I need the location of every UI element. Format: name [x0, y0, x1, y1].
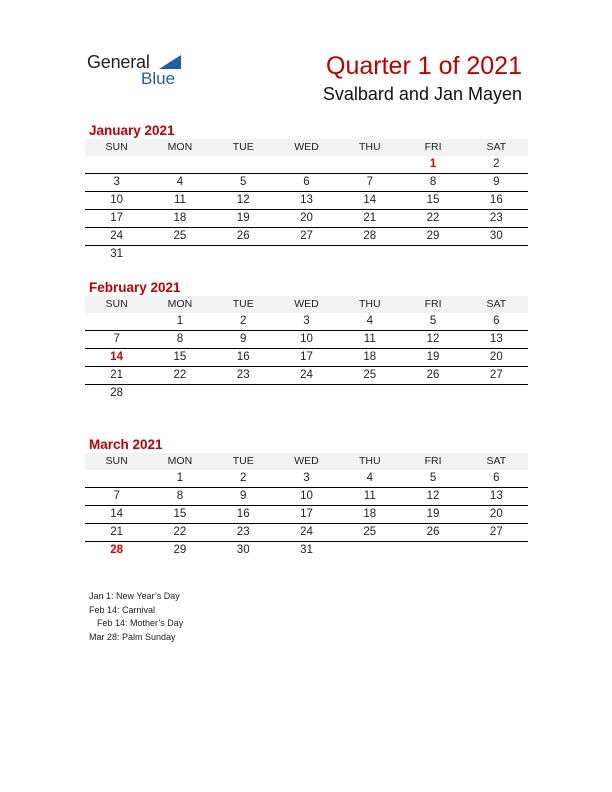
day-cell: 7 — [113, 490, 120, 502]
day-cell — [275, 156, 338, 173]
day-cell — [338, 385, 401, 402]
day-cell: 24 — [110, 230, 124, 242]
day-cell — [85, 156, 148, 173]
weekday-header — [85, 453, 528, 470]
day-cell: 16 — [489, 194, 503, 206]
holiday-item: Jan 1: New Year’s Day — [89, 591, 180, 601]
day-cell: 17 — [300, 351, 313, 363]
day-cell: 18 — [363, 351, 377, 363]
day-cell: 4 — [176, 176, 184, 188]
day-cell: 30 — [236, 544, 250, 556]
day-cell — [465, 542, 528, 559]
day-cell: 13 — [489, 333, 503, 345]
week-row — [85, 246, 528, 263]
day-cell: 7 — [113, 333, 120, 345]
week-row — [85, 470, 528, 488]
day-cell: 30 — [489, 230, 503, 242]
logo-general-text: General — [87, 52, 150, 72]
week-row — [85, 506, 528, 524]
day-cell: 3 — [303, 472, 310, 484]
day-cell — [148, 385, 211, 402]
weekday-header — [85, 296, 528, 313]
day-cell: 1 — [176, 472, 184, 484]
day-cell: 2 — [240, 472, 247, 484]
day-cell: 18 — [173, 212, 187, 224]
day-cell: 27 — [489, 369, 503, 381]
day-cell — [338, 156, 401, 173]
month-february — [85, 279, 528, 402]
day-cell: 4 — [366, 472, 373, 484]
month-january — [85, 122, 528, 263]
day-cell: 9 — [240, 490, 247, 502]
day-cell: 10 — [300, 490, 313, 502]
weekday-label: MON — [167, 298, 193, 310]
weekday-label: SAT — [486, 455, 507, 467]
month-title: February 2021 — [89, 280, 181, 295]
week-row — [85, 488, 528, 506]
day-cell: 3 — [113, 176, 120, 188]
weekday-label: SUN — [105, 298, 128, 310]
day-cell: 25 — [173, 230, 187, 242]
day-cell: 19 — [426, 508, 440, 520]
weekday-label: FRI — [424, 141, 442, 153]
day-cell: 8 — [429, 176, 437, 188]
day-cell: 24 — [300, 526, 313, 538]
day-cell: 28 — [363, 230, 377, 242]
day-cell: 22 — [426, 212, 440, 224]
day-cell: 14 — [110, 508, 124, 520]
day-cell: 17 — [110, 212, 124, 224]
day-cell: 27 — [300, 230, 313, 242]
general-blue-logo — [87, 52, 197, 92]
day-cell — [275, 246, 338, 263]
weekday-label: TUE — [232, 141, 254, 153]
holiday-list — [89, 590, 183, 644]
day-cell: 21 — [110, 369, 124, 381]
logo-triangle-icon — [159, 55, 181, 69]
logo-blue-text: Blue — [141, 69, 176, 88]
weekday-label: WED — [294, 141, 319, 153]
weekday-label: SAT — [486, 298, 507, 310]
day-cell: 13 — [489, 490, 503, 502]
day-cell: 5 — [429, 315, 437, 327]
day-cell: 19 — [236, 212, 250, 224]
day-cell: 11 — [363, 490, 376, 502]
day-cell: 14 — [363, 194, 377, 206]
day-cell: 1 — [176, 315, 184, 327]
day-cell — [148, 246, 211, 263]
weekday-label: SUN — [105, 141, 128, 153]
day-cell: 28 — [110, 387, 124, 399]
day-cell — [401, 385, 464, 402]
week-row — [85, 349, 528, 367]
holiday-item: Feb 14: Mother’s Day — [97, 618, 184, 628]
day-cell: 21 — [110, 526, 124, 538]
day-cell — [212, 385, 275, 402]
week-row — [85, 156, 528, 174]
day-cell: 6 — [493, 472, 500, 484]
day-cell: 8 — [176, 490, 184, 502]
day-cell — [212, 246, 275, 263]
day-cell: 21 — [363, 212, 377, 224]
day-cell: 2 — [493, 158, 500, 170]
day-cell: 27 — [489, 526, 503, 538]
day-cell: 29 — [426, 230, 440, 242]
day-cell: 13 — [300, 194, 313, 206]
day-cell: 31 — [110, 248, 124, 260]
day-cell — [465, 385, 528, 402]
day-cell: 22 — [173, 369, 187, 381]
day-cell: 29 — [173, 544, 187, 556]
day-cell: 12 — [426, 490, 440, 502]
day-cell: 9 — [240, 333, 247, 345]
day-cell: 4 — [366, 315, 373, 327]
weekday-label: MON — [167, 455, 193, 467]
week-row — [85, 313, 528, 331]
day-cell — [401, 542, 464, 559]
day-cell: 8 — [176, 333, 184, 345]
day-cell: 24 — [300, 369, 313, 381]
day-cell: 6 — [303, 176, 310, 188]
day-cell: 2 — [240, 315, 247, 327]
day-cell: 25 — [363, 369, 377, 381]
day-cell — [338, 542, 401, 559]
week-row — [85, 385, 528, 402]
weekday-label: SAT — [486, 141, 507, 153]
day-cell: 25 — [363, 526, 377, 538]
day-cell: 15 — [426, 194, 440, 206]
day-cell — [401, 246, 464, 263]
month-march — [85, 436, 528, 559]
week-row — [85, 174, 528, 192]
holiday-item: Feb 14: Carnival — [89, 604, 156, 615]
day-cell — [275, 385, 338, 402]
day-cell: 20 — [489, 351, 503, 363]
day-cell: 3 — [303, 315, 310, 327]
day-cell: 15 — [173, 508, 187, 520]
day-cell — [212, 156, 275, 173]
week-row — [85, 228, 528, 246]
page-subtitle: Svalbard and Jan Mayen — [322, 84, 522, 104]
day-cell: 23 — [236, 526, 250, 538]
day-cell: 20 — [489, 508, 503, 520]
day-cell: 10 — [110, 194, 124, 206]
day-cell: 26 — [236, 230, 250, 242]
day-cell: 26 — [426, 526, 440, 538]
day-cell: 23 — [489, 212, 503, 224]
day-cell: 20 — [300, 212, 313, 224]
week-row — [85, 331, 528, 349]
day-cell: 18 — [363, 508, 377, 520]
day-cell: 12 — [236, 194, 250, 206]
day-cell: 5 — [429, 472, 437, 484]
weekday-label: WED — [294, 298, 319, 310]
weekday-label: SUN — [105, 455, 128, 467]
day-cell: 22 — [173, 526, 187, 538]
month-title: January 2021 — [89, 123, 175, 138]
day-cell: 11 — [173, 194, 186, 206]
day-cell: 19 — [426, 351, 440, 363]
weekday-label: MON — [167, 141, 193, 153]
day-cell: 26 — [426, 369, 440, 381]
weekday-label: THU — [358, 141, 381, 153]
day-cell: 9 — [493, 176, 500, 188]
day-cell: 10 — [300, 333, 313, 345]
day-cell: 1 — [429, 158, 437, 170]
holiday-item: Mar 28: Palm Sunday — [89, 631, 176, 642]
weekday-label: WED — [294, 455, 319, 467]
day-cell — [338, 246, 401, 263]
day-cell: 11 — [363, 333, 376, 345]
day-cell: 31 — [300, 544, 313, 556]
day-cell: 5 — [240, 176, 247, 188]
day-cell — [85, 470, 148, 487]
week-row — [85, 367, 528, 385]
weekday-header — [85, 139, 528, 156]
day-cell — [85, 313, 148, 330]
day-cell: 16 — [236, 508, 250, 520]
day-cell — [148, 156, 211, 173]
day-cell: 28 — [110, 544, 124, 556]
day-cell: 14 — [110, 351, 124, 363]
day-cell: 15 — [173, 351, 187, 363]
weekday-label: FRI — [424, 298, 442, 310]
weekday-label: FRI — [424, 455, 442, 467]
weekday-label: TUE — [232, 298, 254, 310]
day-cell: 7 — [366, 176, 373, 188]
weekday-label: THU — [358, 298, 381, 310]
day-cell: 16 — [236, 351, 250, 363]
day-cell: 23 — [236, 369, 250, 381]
page-title: Quarter 1 of 2021 — [326, 52, 522, 80]
week-row — [85, 192, 528, 210]
day-cell — [465, 246, 528, 263]
week-row — [85, 524, 528, 542]
day-cell: 17 — [300, 508, 313, 520]
month-title: March 2021 — [89, 437, 163, 452]
weekday-label: TUE — [232, 455, 254, 467]
day-cell: 6 — [493, 315, 500, 327]
day-cell: 12 — [426, 333, 440, 345]
week-row — [85, 210, 528, 228]
week-row — [85, 542, 528, 559]
weekday-label: THU — [358, 455, 381, 467]
